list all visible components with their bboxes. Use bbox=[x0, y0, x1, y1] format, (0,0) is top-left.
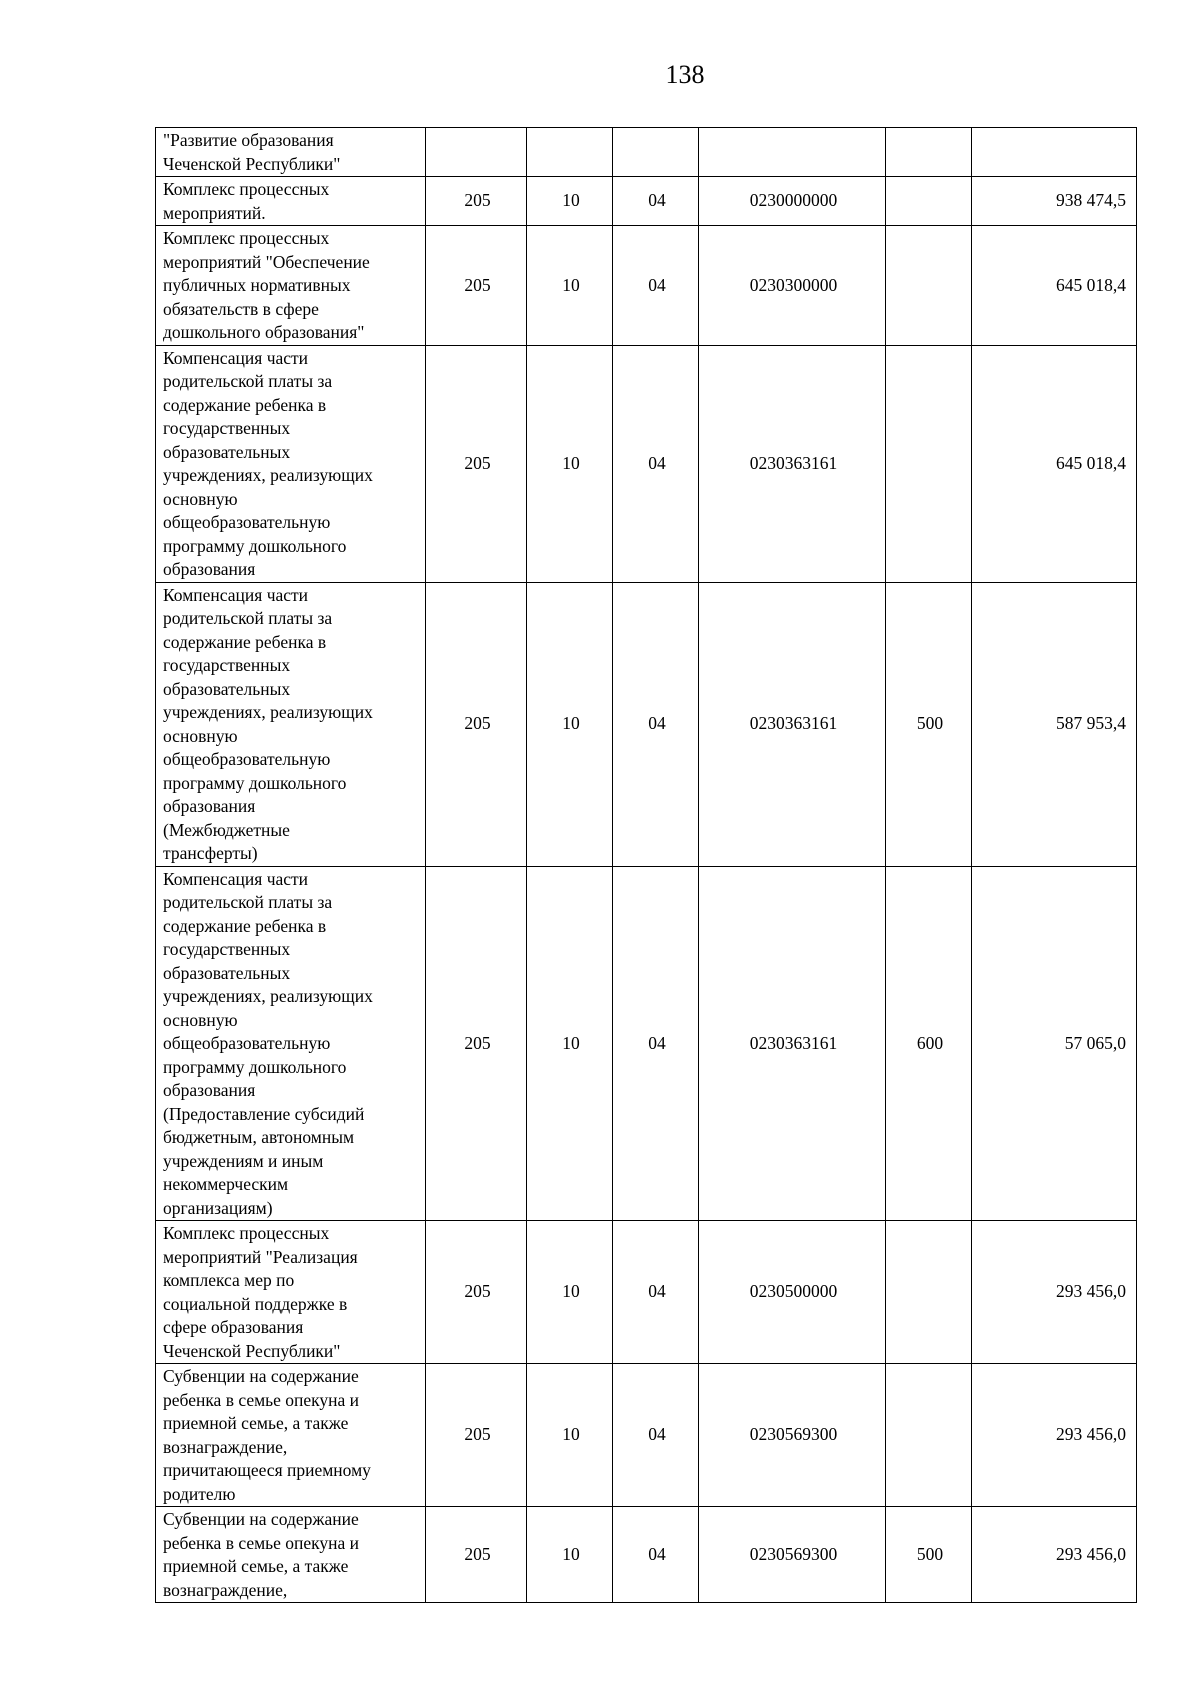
admin-code-cell: 205 bbox=[426, 226, 527, 346]
table-row bbox=[156, 1364, 1137, 1507]
table-body bbox=[156, 128, 1137, 1603]
item-name-line: родителю bbox=[163, 1483, 236, 1504]
table-row bbox=[156, 1221, 1137, 1364]
section-code-cell: 10 bbox=[527, 226, 613, 346]
item-name-line: Комплекс процессных bbox=[163, 228, 330, 248]
expense-type-cell bbox=[886, 226, 972, 346]
item-name-line: причитающееся приемному bbox=[163, 1460, 371, 1480]
item-name-cell bbox=[156, 226, 426, 346]
amount-cell: 587 953,4 bbox=[972, 582, 1137, 866]
item-name-cell bbox=[156, 1507, 426, 1603]
expense-type-cell bbox=[886, 1364, 972, 1507]
item-name-line: (Предоставление субсидий bbox=[163, 1103, 365, 1124]
amount-cell: 938 474,5 bbox=[972, 177, 1137, 226]
item-name-line: основную bbox=[163, 488, 238, 509]
item-name-line: приемной семье, а также bbox=[163, 1413, 349, 1433]
table-row bbox=[156, 1507, 1137, 1603]
item-name-line: основную bbox=[163, 1009, 238, 1030]
admin-code-cell: 205 bbox=[426, 1221, 527, 1364]
item-name-line: (Межбюджетные bbox=[163, 819, 290, 840]
subsection-code-cell: 04 bbox=[613, 582, 699, 866]
section-code-cell: 10 bbox=[527, 1221, 613, 1364]
target-article-cell: 0230569300 bbox=[699, 1364, 886, 1507]
item-name-line: общеобразовательную bbox=[163, 749, 331, 769]
expense-type-cell bbox=[886, 128, 972, 177]
item-name-line: "Развитие образования bbox=[163, 130, 334, 150]
item-name-cell bbox=[156, 1364, 426, 1507]
item-name-line: Комплекс процессных bbox=[163, 1223, 330, 1243]
section-code-cell: 10 bbox=[527, 1507, 613, 1603]
amount-cell: 645 018,4 bbox=[972, 226, 1137, 346]
item-name-line: обязательств в сфере bbox=[163, 298, 319, 319]
expense-type-cell: 600 bbox=[886, 866, 972, 1221]
target-article-cell: 0230363161 bbox=[699, 866, 886, 1221]
item-name-line: ребенка в семье опекуна и bbox=[163, 1389, 360, 1410]
expense-type-cell: 500 bbox=[886, 1507, 972, 1603]
item-name-line: государственных bbox=[163, 418, 291, 438]
item-name-line: учреждениям и иным bbox=[163, 1150, 324, 1171]
item-name-line: образования bbox=[163, 559, 256, 579]
item-name-line: сфере образования bbox=[163, 1317, 304, 1337]
item-name-line: государственных bbox=[163, 655, 291, 675]
item-name-line: некоммерческим bbox=[163, 1174, 289, 1194]
item-name-line: учреждениях, реализующих bbox=[163, 465, 373, 485]
target-article-cell bbox=[699, 128, 886, 177]
item-name-line: образования bbox=[163, 1080, 256, 1100]
item-name-line: содержание ребенка в bbox=[163, 394, 327, 415]
admin-code-cell: 205 bbox=[426, 1507, 527, 1603]
section-code-cell: 10 bbox=[527, 1364, 613, 1507]
item-name-line: Субвенции на содержание bbox=[163, 1509, 359, 1529]
admin-code-cell: 205 bbox=[426, 582, 527, 866]
target-article-cell: 0230000000 bbox=[699, 177, 886, 226]
expense-type-cell bbox=[886, 1221, 972, 1364]
item-name-line: публичных нормативных bbox=[163, 275, 351, 295]
item-name-line: социальной поддержке в bbox=[163, 1293, 348, 1314]
subsection-code-cell: 04 bbox=[613, 345, 699, 582]
admin-code-cell: 205 bbox=[426, 1364, 527, 1507]
admin-code-cell: 205 bbox=[426, 866, 527, 1221]
admin-code-cell: 205 bbox=[426, 345, 527, 582]
item-name-cell bbox=[156, 177, 426, 226]
item-name-line: содержание ребенка в bbox=[163, 915, 327, 936]
item-name-line: бюджетным, автономным bbox=[163, 1127, 355, 1147]
table-row bbox=[156, 177, 1137, 226]
table-row bbox=[156, 866, 1137, 1221]
item-name-line: Чеченской Республики" bbox=[163, 153, 341, 174]
subsection-code-cell: 04 bbox=[613, 226, 699, 346]
item-name-line: образования bbox=[163, 796, 256, 816]
section-code-cell: 10 bbox=[527, 866, 613, 1221]
item-name-cell bbox=[156, 128, 426, 177]
table-row bbox=[156, 582, 1137, 866]
item-name-line: Чеченской Республики" bbox=[163, 1340, 341, 1361]
table-row bbox=[156, 345, 1137, 582]
table-row bbox=[156, 128, 1137, 177]
item-name-line: родительской платы за bbox=[163, 608, 333, 628]
target-article-cell: 0230500000 bbox=[699, 1221, 886, 1364]
item-name-line: содержание ребенка в bbox=[163, 631, 327, 652]
target-article-cell: 0230569300 bbox=[699, 1507, 886, 1603]
subsection-code-cell bbox=[613, 128, 699, 177]
subsection-code-cell: 04 bbox=[613, 866, 699, 1221]
item-name-line: приемной семье, а также bbox=[163, 1556, 349, 1576]
item-name-line: Субвенции на содержание bbox=[163, 1366, 359, 1386]
item-name-line: родительской платы за bbox=[163, 371, 333, 391]
admin-code-cell bbox=[426, 128, 527, 177]
item-name-line: мероприятий "Реализация bbox=[163, 1246, 358, 1267]
item-name-line: ребенка в семье опекуна и bbox=[163, 1532, 360, 1553]
item-name-line: Компенсация части bbox=[163, 584, 309, 605]
target-article-cell: 0230363161 bbox=[699, 345, 886, 582]
table-row bbox=[156, 226, 1137, 346]
item-name-line: учреждениях, реализующих bbox=[163, 702, 373, 722]
item-name-line: трансферты) bbox=[163, 843, 258, 863]
subsection-code-cell: 04 bbox=[613, 1507, 699, 1603]
target-article-cell: 0230363161 bbox=[699, 582, 886, 866]
section-code-cell: 10 bbox=[527, 345, 613, 582]
item-name-cell bbox=[156, 582, 426, 866]
target-article-cell: 0230300000 bbox=[699, 226, 886, 346]
item-name-line: Компенсация части bbox=[163, 347, 309, 368]
item-name-line: комплекса мер по bbox=[163, 1270, 295, 1290]
item-name-line: образовательных bbox=[163, 962, 291, 983]
item-name-line: учреждениях, реализующих bbox=[163, 986, 373, 1006]
item-name-line: мероприятий "Обеспечение bbox=[163, 251, 370, 272]
item-name-cell bbox=[156, 345, 426, 582]
admin-code-cell: 205 bbox=[426, 177, 527, 226]
expense-type-cell bbox=[886, 177, 972, 226]
item-name-line: мероприятий. bbox=[163, 202, 266, 223]
subsection-code-cell: 04 bbox=[613, 177, 699, 226]
amount-cell bbox=[972, 128, 1137, 177]
item-name-line: государственных bbox=[163, 939, 291, 959]
section-code-cell bbox=[527, 128, 613, 177]
amount-cell: 57 065,0 bbox=[972, 866, 1137, 1221]
item-name-line: общеобразовательную bbox=[163, 1033, 331, 1053]
item-name-line: организациям) bbox=[163, 1197, 273, 1218]
item-name-line: образовательных bbox=[163, 678, 291, 699]
page-number: 138 bbox=[665, 60, 705, 89]
item-name-line: программу дошкольного bbox=[163, 1056, 347, 1077]
item-name-line: дошкольного образования" bbox=[163, 322, 365, 342]
section-code-cell: 10 bbox=[527, 582, 613, 866]
item-name-line: вознаграждение, bbox=[163, 1436, 288, 1457]
item-name-line: Комплекс процессных bbox=[163, 179, 330, 199]
item-name-line: программу дошкольного bbox=[163, 535, 347, 556]
amount-cell: 293 456,0 bbox=[972, 1507, 1137, 1603]
item-name-line: образовательных bbox=[163, 441, 291, 462]
item-name-line: Компенсация части bbox=[163, 868, 309, 889]
item-name-line: основную bbox=[163, 725, 238, 746]
amount-cell: 293 456,0 bbox=[972, 1221, 1137, 1364]
item-name-line: программу дошкольного bbox=[163, 772, 347, 793]
item-name-line: общеобразовательную bbox=[163, 512, 331, 532]
item-name-line: родительской платы за bbox=[163, 892, 333, 912]
subsection-code-cell: 04 bbox=[613, 1221, 699, 1364]
item-name-cell bbox=[156, 1221, 426, 1364]
expense-type-cell bbox=[886, 345, 972, 582]
section-code-cell: 10 bbox=[527, 177, 613, 226]
item-name-cell bbox=[156, 866, 426, 1221]
subsection-code-cell: 04 bbox=[613, 1364, 699, 1507]
amount-cell: 645 018,4 bbox=[972, 345, 1137, 582]
item-name-line: вознаграждение, bbox=[163, 1579, 288, 1600]
expense-type-cell: 500 bbox=[886, 582, 972, 866]
amount-cell: 293 456,0 bbox=[972, 1364, 1137, 1507]
budget-table bbox=[155, 127, 1137, 1603]
